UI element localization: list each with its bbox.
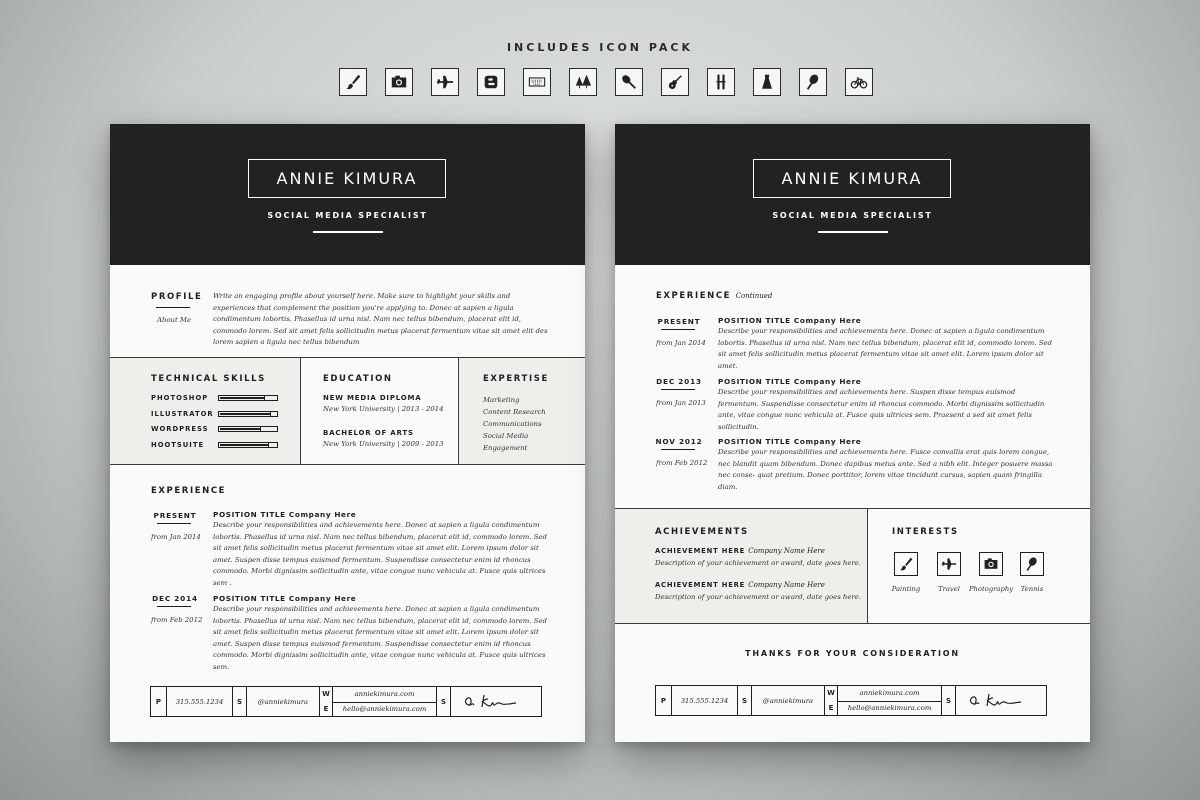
experience-heading: EXPERIENCE xyxy=(151,486,227,496)
job-from: from Feb 2012 xyxy=(656,459,708,467)
social-label: S xyxy=(738,686,752,715)
job-role: SOCIAL MEDIA SPECIALIST xyxy=(772,211,933,220)
skill-level-marker xyxy=(268,442,269,448)
phone-value: 315.555.1234 xyxy=(167,687,233,716)
expertise-heading: EXPERTISE xyxy=(483,374,549,384)
paintbrush-icon xyxy=(894,552,918,576)
technical-skills-panel xyxy=(110,358,301,464)
job-description: Describe your responsibilities and achievements here. Donec at sapien a ligula condimentum lobortis. Phasellus id urna nisl. Nam nec tellus bibendum, placerat elit id, commodo lorem. Sed sit amet felis sollicitudin metus placerat fermentum vitae sit amet elit. Lorem ipsum dolor sit amet. xyxy=(718,327,1052,370)
skill-level-marker xyxy=(264,395,265,401)
education-heading: EDUCATION xyxy=(323,374,393,384)
achievement-description: Description of your achievement or award, date goes here. xyxy=(655,593,862,601)
header-banner xyxy=(615,124,1090,265)
job-from: from Jan 2013 xyxy=(656,399,706,407)
website: anniekimura.com xyxy=(859,689,920,698)
divider xyxy=(157,523,191,524)
achievements-interests-band xyxy=(615,508,1090,624)
social-value: @anniekimura xyxy=(752,686,825,715)
resume-page-back xyxy=(615,124,1090,742)
thanks-message: THANKS FOR YOUR CONSIDERATION xyxy=(745,649,960,658)
achievement-title: ACHIEVEMENT HERE Company Name Here xyxy=(655,547,825,555)
skill-label: ILLUSTRATOR xyxy=(151,409,214,418)
keyboard-icon xyxy=(523,68,551,96)
expertise-item: Communications xyxy=(483,420,542,428)
job-from: from Jan 2014 xyxy=(151,533,201,541)
paintbrush-icon xyxy=(339,68,367,96)
signature-label: S xyxy=(437,687,451,716)
bicycle-icon xyxy=(845,68,873,96)
job-title: POSITION TITLE Company Here xyxy=(213,510,357,519)
skill-level-bar xyxy=(218,395,278,401)
job-title: POSITION TITLE Company Here xyxy=(718,316,862,325)
education-school: New York University | 2013 - 2014 xyxy=(323,405,444,413)
signature-label: S xyxy=(942,686,956,715)
tennis-racket-icon xyxy=(799,68,827,96)
skill-label: HOOTSUITE xyxy=(151,440,205,449)
contact-strip xyxy=(655,685,1047,716)
job-date: NOV 2012 xyxy=(655,437,703,446)
expertise-item: Engagement xyxy=(483,444,528,452)
job-description: Describe your responsibilities and achievements here. Donec at sapien a ligula condimentum lobortis. Phasellus id urna nisl. Nam nec tellus bibendum, placerat elit id, commodo lorem. Sed sit amet felis sollicitudin metus placerat fermentum vitae sit amet elit. Lorem ipsum dolor sit amet. Suspen disse tempus euismod fermentum. Suspendisse consectetur enim id rhoncus commodo. Morbi dignissim sollicitudin ante, vitae congue nunc vehicula at. Fusce quis ultrices sem. xyxy=(213,605,547,671)
divider xyxy=(333,702,437,703)
phone-value: 315.555.1234 xyxy=(672,686,738,715)
job-date: DEC 2014 xyxy=(152,594,198,603)
skill-level-bar xyxy=(218,426,278,432)
dress-icon xyxy=(753,68,781,96)
skills-band xyxy=(110,357,585,465)
skill-level-fill xyxy=(220,428,260,430)
achievement-title: ACHIEVEMENT HERE Company Name Here xyxy=(655,581,825,589)
skill-level-fill xyxy=(220,444,268,446)
skills-heading: TECHNICAL SKILLS xyxy=(151,374,266,384)
job-role: SOCIAL MEDIA SPECIALIST xyxy=(267,211,428,220)
phone-label: P xyxy=(151,687,167,716)
airplane-icon xyxy=(431,68,459,96)
signature-icon xyxy=(456,691,536,713)
experience-subtitle: Continued xyxy=(735,292,773,300)
job-description: Describe your responsibilities and achievements here. Fusce convallis erat quis lorem congue, nec blandit quam bibendum. Donec dapibus metus ante. Sed a nibh elit. Integer posuere massa nec conse- quat pretium. Donec porttitor, lorem vitae tincidunt cursus, sapien quam fringilla diam. xyxy=(718,448,1053,491)
camera-icon xyxy=(385,68,413,96)
airplane-icon xyxy=(937,552,961,576)
job-date: DEC 2013 xyxy=(656,377,702,386)
education-degree: NEW MEDIA DIPLOMA xyxy=(323,394,422,402)
interest-label: Travel xyxy=(938,585,960,593)
tennis-racket-icon xyxy=(1020,552,1044,576)
job-date: PRESENT xyxy=(153,511,197,520)
signature xyxy=(956,686,1046,715)
phone-label: P xyxy=(656,686,672,715)
resume-page-front xyxy=(110,124,585,742)
divider xyxy=(156,307,190,308)
blogger-icon xyxy=(477,68,505,96)
profile-text: Write an engaging profile about yourself here. Make sure to highlight your skills and experiences that complement the position you're applying to. Donec at sapien a ligula condimentum lobortis. Phasellus id urna nisl. Nam nec tellus bibendum, placerat elit id, commodo lorem. Sed sit amet felis sollicitudin metus placerat fermentum vitae sit amet elit des lorem sapien a ligula nec tellus bibendum xyxy=(213,292,548,347)
achievements-heading: ACHIEVEMENTS xyxy=(655,527,749,537)
profile-subtitle: About Me xyxy=(157,316,192,324)
guitar-icon xyxy=(661,68,689,96)
skill-level-bar xyxy=(218,442,278,448)
header-banner xyxy=(110,124,585,265)
website: anniekimura.com xyxy=(354,690,415,699)
job-title: POSITION TITLE Company Here xyxy=(213,594,357,603)
icon-pack-row xyxy=(339,68,873,96)
expertise-item: Marketing xyxy=(483,396,520,404)
trees-icon xyxy=(569,68,597,96)
achievement-description: Description of your achievement or award, date goes here. xyxy=(655,559,862,567)
profile-heading: PROFILE xyxy=(151,292,203,302)
skill-level-marker xyxy=(260,426,261,432)
email: hello@anniekimura.com xyxy=(847,703,932,712)
divider xyxy=(838,701,942,702)
divider xyxy=(661,389,695,390)
divider xyxy=(661,449,695,450)
skill-label: PHOTOSHOP xyxy=(151,394,209,402)
web-email-labels: W E xyxy=(320,687,333,716)
divider xyxy=(661,329,695,330)
interest-label: Painting xyxy=(891,585,921,593)
job-from: from Jan 2014 xyxy=(656,339,706,347)
camera-icon xyxy=(979,552,1003,576)
job-title: POSITION TITLE Company Here xyxy=(718,437,862,446)
education-degree: BACHELOR OF ARTS xyxy=(323,429,414,437)
divider xyxy=(313,231,383,233)
skill-label: WORDPRESS xyxy=(151,425,209,433)
skill-level-bar xyxy=(218,411,278,417)
skill-level-fill xyxy=(220,397,264,399)
divider xyxy=(157,606,191,607)
skill-level-marker xyxy=(270,411,271,417)
social-value: @anniekimura xyxy=(247,687,320,716)
job-title: POSITION TITLE Company Here xyxy=(718,377,862,386)
job-description: Describe your responsibilities and achievements here. Donec at sapien a ligula condimentum lobortis. Phasellus id urna nisl. Nam nec tellus bibendum, placerat elit id, commodo lorem. Sed sit amet felis sollicitudin metus placerat fermentum vitae sit amet elit. Lorem ipsum dolor sit amet. Suspen disse tempus euismod fermentum. Suspendisse consectetur enim id rhoncus commodo. Morbi dignissim sollicitudin ante, vitae congue nunc vehicula at. Fusce quis ultrices sem . xyxy=(213,521,547,587)
expertise-panel xyxy=(459,358,585,464)
expertise-item: Social Media xyxy=(483,432,529,440)
job-from: from Feb 2012 xyxy=(151,616,203,624)
interest-label: Photography xyxy=(968,585,1014,593)
interests-heading: INTERESTS xyxy=(892,527,959,537)
education-school: New York University | 2009 - 2013 xyxy=(323,440,444,448)
skill-level-fill xyxy=(220,413,270,415)
badminton-racket-icon xyxy=(615,68,643,96)
web-email-labels: W E xyxy=(825,686,838,715)
name-title: ANNIE KIMURA xyxy=(248,159,446,198)
email: hello@anniekimura.com xyxy=(342,704,427,713)
education-panel xyxy=(301,358,459,464)
interest-label: Tennis xyxy=(1020,585,1044,593)
experience-heading: EXPERIENCE Continued xyxy=(656,291,773,301)
expertise-item: Content Research xyxy=(483,408,546,416)
signature-icon xyxy=(961,690,1041,712)
name-title: ANNIE KIMURA xyxy=(753,159,951,198)
divider xyxy=(818,231,888,233)
contact-strip xyxy=(150,686,542,717)
signature xyxy=(451,687,541,716)
job-description: Describe your responsibilities and achievements here. Suspen disse tempus euismod fermentum. Suspendisse consectetur enim id rhoncus commodo. Morbi dignissim sollicitudin ante, vitae congue nunc vehicula at. Fusce quis ultrices sem. Praesent a sed sit amet felis sollicitudin. xyxy=(718,388,1045,431)
social-label: S xyxy=(233,687,247,716)
ski-icon xyxy=(707,68,735,96)
job-date: PRESENT xyxy=(657,317,701,326)
icon-pack-title: INCLUDES ICON PACK xyxy=(506,41,694,54)
